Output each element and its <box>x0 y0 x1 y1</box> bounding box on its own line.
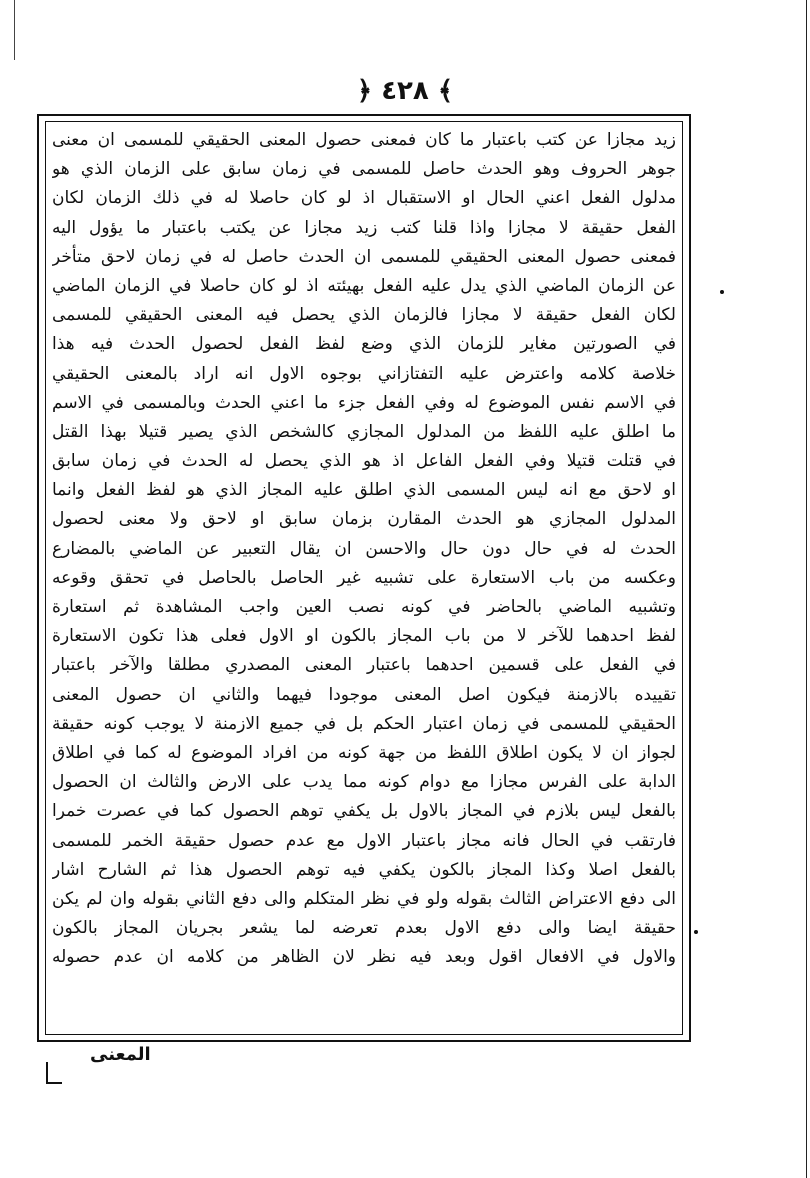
text-line: فارتقب في الحال فانه مجاز باعتبار الاول مع عدم حصول حقيقة الخمر للمسمى <box>52 830 676 851</box>
text-line: والاول في الافعال اقول وبعد فيه نظر لان الظاهر من كلامه ان عدم حصوله <box>52 947 676 968</box>
page-edge-mark <box>14 0 15 60</box>
text-line: لجواز ان لا يكون اطلاق اللفظ من جهة كونه من افراد الموضوع له كما في اطلاق <box>52 742 676 763</box>
ink-dot <box>720 290 724 294</box>
text-line: فمعنى حصول المعنى الحقيقي للمسمى ان الحدث حاصل له في زمان لاحق متأخر <box>52 246 676 267</box>
text-line: الحقيقي للمسمى في زمان اعتبار الحكم بل في جميع الازمنة لا يوجب كونه حقيقة <box>52 713 676 734</box>
text-line: الفعل حقيقة لا مجازا واذا قلنا كتب زيد مجازا عن يكتب باعتبار ما يؤول اليه <box>52 217 676 238</box>
corner-mark <box>46 1062 62 1084</box>
text-line: في الاسم نفس الموضوع له وفي الفعل جزء ما اعني الحدث وبالمسمى في الاسم <box>52 392 676 413</box>
text-line: وتشبيه الماضي بالحاضر في كونه نصب العين واجب المشاهدة ثم استعارة <box>52 597 676 617</box>
text-line: وعكسه من باب الاستعارة على تشبيه غير الحاصل بالحاصل في تحقق وقوعه <box>52 567 676 588</box>
text-line: الحدث له في حال دون حال والاحسن ان يقال التعبير عن الماضي بالمضارع <box>52 538 676 559</box>
text-line: زيد مجازا عن كتب باعتبار ما كان فمعنى حصول المعنى الحقيقي للمسمى ان معنى <box>52 130 676 150</box>
text-line: تقييده بالازمنة فيكون اصل المعنى موجودا فيهما والثاني ان حصول المعنى <box>52 684 676 705</box>
text-line: او لاحق مع انه ليس المسمى الذي اطلق عليه المجاز الذي هو لفظ الفعل وانما <box>52 480 676 501</box>
ink-dot <box>694 930 698 934</box>
page-number: ﴿ ٤٢٨ ﴾ <box>356 76 454 106</box>
text-line: لفظ احدهما للآخر لا من باب المجاز بالكون او الاول فعلى هذا تكون الاستعارة <box>52 626 676 647</box>
text-line: عن الزمان الماضي الذي يدل عليه الفعل بهيئته اذ لو كان حاصلا في الزمان الماضي <box>52 275 676 296</box>
catchword: المعنى <box>90 1044 151 1065</box>
page-edge-line <box>806 0 808 1178</box>
text-line: في الصورتين مغاير للزمان الذي وضع لفظ الفعل لحصول الحدث فيه هذا <box>52 334 676 355</box>
text-line: لكان الفعل حقيقة لا مجازا فالزمان الذي يحصل فيه المعنى الحقيقي للمسمى <box>52 305 676 326</box>
text-line: بالفعل ليس بلازم في المجاز بالاول بل يكفي توهم الحصول كما في عصرت خمرا <box>52 801 676 822</box>
text-line: ما اطلق عليه اللفظ من المدلول المجازي كالشخص الذي يصير قتيلا بهذا القتل <box>52 421 676 442</box>
text-line: حقيقة ايضا والى دفع الاول بعدم تعرضه لما يشعر بجريان المجاز بالكون <box>52 918 676 939</box>
text-line: خلاصة كلامه واعترض عليه التفتازاني بوجوه الاول انه اراد بالمعنى الحقيقي <box>52 363 676 384</box>
text-line: الدابة على الفرس مجازا مع دوام كونه مما يدب على الارض والثالث ان الحصول <box>52 772 676 793</box>
text-line: مدلول الفعل اعني الحال او الاستقبال اذ لو كان حاصلا له في ذلك الزمان لكان <box>52 188 676 209</box>
text-line: في الفعل على قسمين احدهما باعتبار المعنى المصدري مطلقا والآخر باعتبار <box>52 655 676 676</box>
text-line: جوهر الحروف وهو الحدث حاصل للمسمى في زمان سابق على الزمان الذي هو <box>52 159 676 180</box>
text-line: بالفعل اصلا وكذا المجاز بالكون يكفي فيه توهم الحصول هذا ثم الشارح اشار <box>52 859 676 880</box>
text-line: الى دفع الاعتراض الثالث بقوله ولو في نظر المتكلم والى دفع الثاني بقوله وان لم يكن <box>52 888 676 909</box>
text-line: في قتلت قتيلا وفي الفعل الفاعل اذ هو الذي يحصل له الحدث في زمان سابق <box>52 451 676 472</box>
body-text <box>52 126 676 1032</box>
text-line: المدلول المجازي هو الحدث المقارن بزمان سابق او لاحق ولا معنى لحصول <box>52 509 676 530</box>
